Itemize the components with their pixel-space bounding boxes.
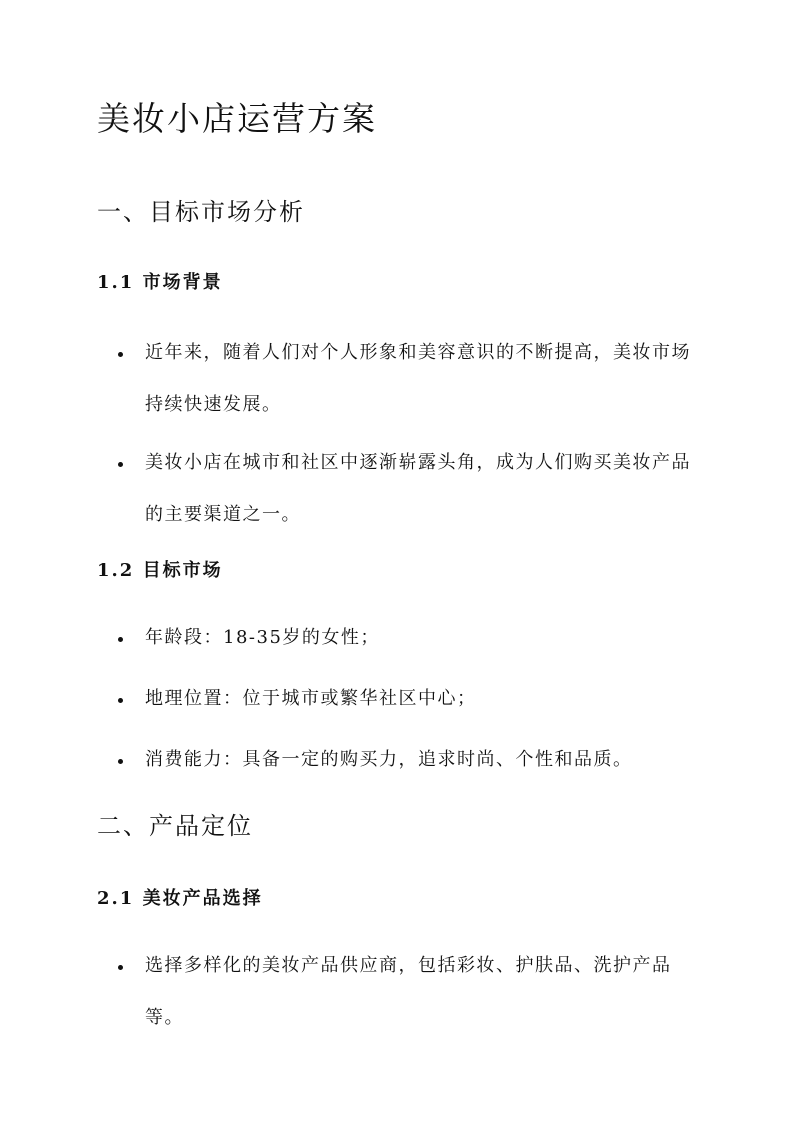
list-item-text: 年龄段：18-35岁的女性； [145, 627, 380, 648]
list-item-text: 近年来，随着人们对个人形象和美容意识的不断提高，美妆市场持续快速发展。 [145, 342, 691, 415]
document-title: 美妆小店运营方案 [97, 99, 377, 138]
bullet-icon [118, 698, 123, 703]
subsection-heading-market-background: 1.1 市场背景 [97, 272, 223, 293]
bullet-icon [118, 352, 123, 357]
bullet-icon [118, 637, 123, 642]
section-heading-product-positioning: 二、产品定位 [97, 812, 253, 840]
list-item-text: 地理位置：位于城市或繁华社区中心； [145, 688, 477, 709]
bullet-icon [118, 965, 123, 970]
list-item-text: 选择多样化的美妆产品供应商，包括彩妆、护肤品、洗护产品等。 [145, 955, 672, 1028]
bullet-icon [118, 759, 123, 764]
list-item-text: 美妆小店在城市和社区中逐渐崭露头角，成为人们购买美妆产品的主要渠道之一。 [145, 452, 691, 525]
list-item-text: 消费能力：具备一定的购买力，追求时尚、个性和品质。 [145, 749, 633, 770]
subsection-heading-target-market: 1.2 目标市场 [97, 560, 223, 581]
subsection-heading-product-selection: 2.1 美妆产品选择 [97, 888, 263, 909]
bullet-icon [118, 462, 123, 467]
section-heading-target-market-analysis: 一、目标市场分析 [97, 198, 305, 226]
